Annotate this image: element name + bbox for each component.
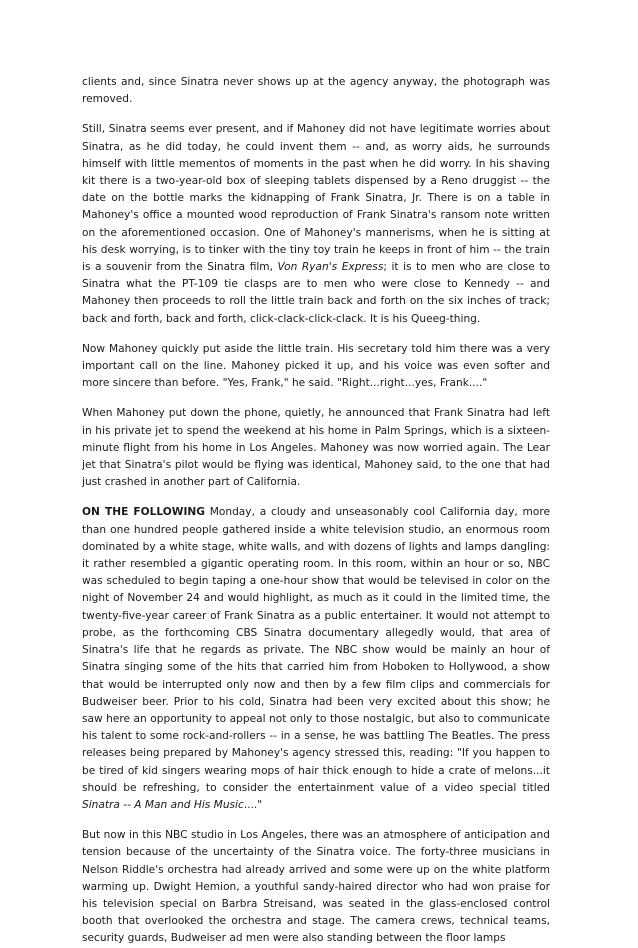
paragraph-6 — [82, 827, 550, 947]
film-title: Von Ryan's Express — [277, 261, 384, 274]
paragraph-1 — [82, 74, 550, 108]
paragraph-text: clients and, since Sinatra never shows up at the agency anyway, the photograph was removed. — [82, 76, 550, 106]
paragraph-5 — [82, 504, 550, 814]
paragraph-text: Monday, a cloudy and unseasonably cool California day, more than one hundred people gathered inside a white television studio, an enormous room dominated by a white stage, white walls, and with dozens of lights and lamps dangling: it rather resembled a gigantic operating room. In this room, within an hour or so, NBC was scheduled to begin taping a one-hour show that would be televised in color on the night of November 24 and would highlight, as much as it could in the limited time, the twenty-five-year career of Frank Sinatra as a public entertainer. It would not attempt to probe, as the forthcoming CBS Sinatra documentary allegedly would, that area of Sinatra's life that he regards as private. The NBC show would be mainly an hour of Sinatra singing some of the hits that carried him from Hoboken to Hollywood, a show that would be interrupted only now and then by a few film clips and commercials for Budweiser beer. Prior to his cold, Sinatra had been very excited about this show; he saw here an opportunity to appeal not only to those nostalgic, but also to communicate his talent to some rock-and-rollers -- in a sense, he was battling The Beatles. The press releases being prepared by Mahoney's agency stressed this, reading: "If you happen to be tired of kid singers wearing mops of hair thick enough to hide a crate of melons...it should be refreshing, to consider the entertainment value of a video special titled — [82, 506, 550, 794]
section-lead-in: ON THE FOLLOWING — [82, 506, 205, 519]
show-title: Sinatra -- A Man and His Music — [82, 798, 244, 811]
paragraph-3 — [82, 341, 550, 393]
paragraph-text: When Mahoney put down the phone, quietly, he announced that Frank Sinatra had left in his private jet to spend the weekend at his home in Palm Springs, which is a sixteen-minute flight from his home in Los Angeles. Mahoney was now worried again. The Lear jet that Sinatra's pilot would be flying was identical, Mahoney said, to the one that had just crashed in another part of California. — [82, 407, 550, 489]
paragraph-4 — [82, 405, 550, 491]
paragraph-text: Now Mahoney quickly put aside the little train. His secretary told him there was a very important call on the line. Mahoney picked it up, and his voice was even softer and more sincere than before. "Yes, Frank," he said. "Right...right...yes, Frank...." — [82, 342, 550, 390]
paragraph-text: But now in this NBC studio in Los Angeles, there was an atmosphere of anticipation and tension because of the uncertainty of the Sinatra voice. The forty-three musicians in Nelson Riddle's orchestra had already arrived and some were up on the white platform warming up. Dwight Hemion, a youthful sandy-haired director who had won praise for his television special on Barbra Streisand, was seated in the glass-enclosed control booth that overlooked the orchestra and stage. The camera crews, technical teams, security guards, Budweiser ad men were also standing between the floor lamps — [82, 829, 550, 945]
paragraph-text: ; it is to men who are close to Sinatra what the PT-109 tie clasps are to men who were close to Kennedy -- and Mahoney then proceeds to roll the little train back and forth on the six inches of track; back and forth, back and forth, click-clack-click-clack. It is his Queeg-thing. — [82, 261, 550, 325]
paragraph-2 — [82, 121, 550, 327]
paragraph-text: Still, Sinatra seems ever present, and if Mahoney did not have legitimate worries about Sinatra, as he did today, he could invent them -- and, as worry aids, he surrounds himself with little mementos of moments in the past when he did worry. In his shaving kit there is a two-year-old box of sleeping tablets dispensed by a Reno druggist -- the date on the bottle marks the kidnapping of Frank Sinatra, Jr. There is on a table in Mahoney's office a mounted wood reproduction of Frank Sinatra's ransom note written on the aforementioned occasion. One of Mahoney's mannerisms, when he is sitting at his desk worrying, is to tinker with the tiny toy train he keeps in front of him -- the train is a souvenir from the Sinatra film, — [82, 123, 550, 274]
paragraph-text: ...." — [243, 798, 263, 811]
